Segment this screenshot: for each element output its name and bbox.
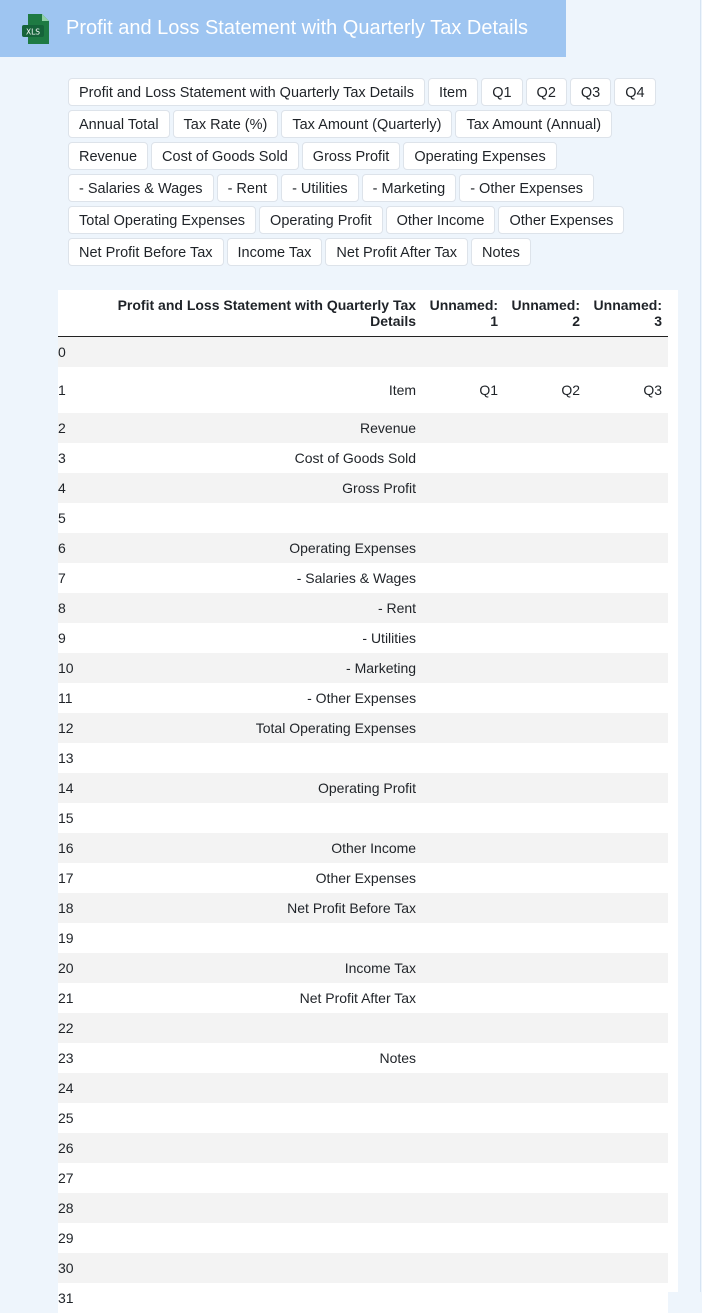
table-cell[interactable] [586,1073,668,1103]
table-cell[interactable] [422,683,504,713]
table-cell[interactable] [586,923,668,953]
row-index: 19 [58,923,74,953]
table-cell[interactable]: Operating Profit [74,773,422,803]
app-header [0,0,566,57]
table-cell[interactable] [504,563,586,593]
row-index: 30 [58,1253,74,1283]
table-row [58,1103,668,1133]
index-header [58,290,74,336]
table-row [58,623,668,653]
table-cell[interactable] [504,1253,586,1283]
row-index: 18 [58,893,74,923]
table-cell[interactable] [422,1193,504,1223]
table-cell[interactable] [504,623,586,653]
table-cell[interactable] [504,893,586,923]
table-cell[interactable] [504,533,586,563]
table-cell[interactable] [422,893,504,923]
table-cell[interactable] [586,443,668,473]
table-cell[interactable] [586,893,668,923]
table-row [58,833,668,863]
table-row [58,863,668,893]
table-cell[interactable] [586,1193,668,1223]
table-cell[interactable] [422,443,504,473]
table-cell[interactable] [504,336,586,367]
table-cell[interactable]: Q2 [504,367,586,413]
table-cell[interactable] [586,983,668,1013]
row-index: 13 [58,743,74,773]
data-table-viewport[interactable] [58,290,678,1306]
page-title: Profit and Loss Statement with Quarterly Tax Details [66,17,529,39]
table-cell[interactable] [504,1163,586,1193]
table-row [58,473,668,503]
column-header[interactable]: Unnamed: 1 [422,290,504,336]
row-index: 7 [58,563,74,593]
row-index: 28 [58,1193,74,1223]
table-cell[interactable]: Net Profit Before Tax [74,893,422,923]
table-cell[interactable] [586,833,668,863]
column-tag[interactable]: - Utilities [281,174,359,202]
table-row [58,653,668,683]
table-cell[interactable] [422,503,504,533]
table-cell[interactable] [422,593,504,623]
row-index: 21 [58,983,74,1013]
table-cell[interactable] [74,743,422,773]
table-cell[interactable] [422,863,504,893]
table-cell[interactable] [504,833,586,863]
table-cell[interactable] [422,413,504,443]
table-cell[interactable] [586,683,668,713]
row-index: 4 [58,473,74,503]
table-cell[interactable]: Other Income [74,833,422,863]
table-row [58,983,668,1013]
table-cell[interactable] [504,713,586,743]
table-cell[interactable] [422,833,504,863]
table-cell[interactable] [504,1193,586,1223]
table-cell[interactable] [422,1283,504,1313]
table-cell[interactable] [504,473,586,503]
table-row [58,563,668,593]
table-cell[interactable] [74,1223,422,1253]
column-tag[interactable]: Cost of Goods Sold [151,142,299,170]
column-tag[interactable]: Operating Profit [259,206,383,234]
table-row [58,1163,668,1193]
table-cell[interactable] [586,1133,668,1163]
table-row [58,593,668,623]
table-cell[interactable] [586,1223,668,1253]
table-cell[interactable] [74,1283,422,1313]
table-cell[interactable] [504,983,586,1013]
table-cell[interactable]: Revenue [74,413,422,443]
row-index: 2 [58,413,74,443]
table-cell[interactable] [504,503,586,533]
row-index: 15 [58,803,74,833]
table-cell[interactable] [504,773,586,803]
table-cell[interactable] [74,1103,422,1133]
column-tag[interactable]: Q4 [614,78,655,106]
table-cell[interactable] [422,1223,504,1253]
table-cell[interactable] [74,336,422,367]
table-row [58,683,668,713]
column-tag[interactable]: - Marketing [362,174,457,202]
row-index: 23 [58,1043,74,1073]
table-cell[interactable] [504,1043,586,1073]
table-cell[interactable] [422,336,504,367]
column-tag[interactable]: Q1 [481,78,522,106]
column-tag[interactable]: - Salaries & Wages [68,174,214,202]
table-cell[interactable] [422,653,504,683]
table-row [58,1013,668,1043]
table-row [58,533,668,563]
column-tag[interactable]: Operating Expenses [403,142,556,170]
table-cell[interactable]: Cost of Goods Sold [74,443,422,473]
table-cell[interactable] [74,1193,422,1223]
table-cell[interactable] [422,563,504,593]
row-index: 29 [58,1223,74,1253]
table-cell[interactable] [586,593,668,623]
table-cell[interactable] [586,503,668,533]
column-tag[interactable]: - Rent [217,174,279,202]
table-cell[interactable] [586,803,668,833]
table-cell[interactable]: - Rent [74,593,422,623]
row-index: 11 [58,683,74,713]
table-cell[interactable] [504,1223,586,1253]
table-cell[interactable] [504,593,586,623]
table-cell[interactable] [586,1013,668,1043]
table-cell[interactable] [504,1073,586,1103]
table-cell[interactable] [74,923,422,953]
table-row [58,773,668,803]
table-cell[interactable] [74,1163,422,1193]
table-cell[interactable] [586,563,668,593]
table-row [58,953,668,983]
table-cell[interactable] [422,533,504,563]
row-index: 8 [58,593,74,623]
table-cell[interactable] [504,1013,586,1043]
column-tag[interactable]: - Other Expenses [459,174,594,202]
table-cell[interactable]: - Marketing [74,653,422,683]
table-cell[interactable] [504,743,586,773]
table-cell[interactable] [74,1253,422,1283]
row-index: 10 [58,653,74,683]
column-tag[interactable]: Total Operating Expenses [68,206,256,234]
table-cell[interactable] [586,473,668,503]
table-row [58,923,668,953]
table-cell[interactable] [504,1283,586,1313]
row-index: 12 [58,713,74,743]
column-tag[interactable]: Net Profit After Tax [325,238,468,266]
table-cell[interactable]: - Utilities [74,623,422,653]
row-index: 6 [58,533,74,563]
table-cell[interactable] [504,803,586,833]
column-tag[interactable]: Income Tax [227,238,323,266]
table-cell[interactable] [422,1073,504,1103]
row-index: 25 [58,1103,74,1133]
table-cell[interactable] [504,653,586,683]
xls-icon-label: XLS [25,27,41,37]
table-cell[interactable]: Q3 [586,367,668,413]
table-cell[interactable] [586,336,668,367]
table-cell[interactable] [586,863,668,893]
table-row [58,1073,668,1103]
table-cell[interactable] [586,1043,668,1073]
table-row [58,336,668,367]
table-row [58,443,668,473]
xls-file-icon [21,13,51,45]
column-header[interactable]: Profit and Loss Statement with Quarterly Tax Details [74,290,422,336]
column-tag[interactable]: Tax Rate (%) [173,110,279,138]
row-index: 14 [58,773,74,803]
table-row [58,743,668,773]
table-cell[interactable] [74,1013,422,1043]
table-header-row [58,290,668,336]
column-tag[interactable]: Profit and Loss Statement with Quarterly Tax Details [68,78,425,106]
table-row [58,413,668,443]
column-tag-list [68,78,678,266]
row-index: 24 [58,1073,74,1103]
table-cell[interactable] [422,773,504,803]
row-index: 9 [58,623,74,653]
panel-border [700,0,701,1292]
table-cell[interactable] [74,1073,422,1103]
table-cell[interactable] [586,1163,668,1193]
column-tag[interactable]: Item [428,78,478,106]
table-row [58,893,668,923]
table-cell[interactable] [422,923,504,953]
table-cell[interactable] [422,1103,504,1133]
row-index: 1 [58,367,74,413]
table-cell[interactable] [586,653,668,683]
table-cell[interactable] [422,623,504,653]
table-cell[interactable] [504,443,586,473]
column-tag[interactable]: Tax Amount (Annual) [455,110,612,138]
row-index: 17 [58,863,74,893]
table-cell[interactable] [586,773,668,803]
table-cell[interactable]: Gross Profit [74,473,422,503]
column-tag[interactable]: Other Expenses [498,206,624,234]
table-cell[interactable]: Notes [74,1043,422,1073]
table-cell[interactable] [586,1253,668,1283]
table-cell[interactable]: - Other Expenses [74,683,422,713]
table-cell[interactable] [586,533,668,563]
table-cell[interactable]: Total Operating Expenses [74,713,422,743]
column-header[interactable]: Unnamed: 3 [586,290,668,336]
row-index: 20 [58,953,74,983]
table-cell[interactable] [422,1133,504,1163]
row-index: 31 [58,1283,74,1313]
table-row [58,803,668,833]
table-cell[interactable] [586,1103,668,1133]
table-cell[interactable]: Net Profit After Tax [74,983,422,1013]
table-cell[interactable]: Other Expenses [74,863,422,893]
data-table [58,290,668,1313]
table-row [58,367,668,413]
table-cell[interactable] [586,713,668,743]
column-tag[interactable]: Net Profit Before Tax [68,238,224,266]
table-cell[interactable] [422,953,504,983]
table-cell[interactable] [422,1043,504,1073]
column-tag[interactable]: Revenue [68,142,148,170]
table-row [58,1193,668,1223]
row-index: 27 [58,1163,74,1193]
table-cell[interactable] [422,983,504,1013]
column-tag[interactable]: Q3 [570,78,611,106]
table-row [58,1043,668,1073]
table-cell[interactable] [422,473,504,503]
table-cell[interactable] [74,503,422,533]
table-row [58,1253,668,1283]
table-cell[interactable] [586,743,668,773]
table-cell[interactable] [422,1253,504,1283]
table-row [58,1133,668,1163]
table-cell[interactable] [504,863,586,893]
row-index: 26 [58,1133,74,1163]
table-cell[interactable] [422,803,504,833]
table-cell[interactable] [586,413,668,443]
table-cell[interactable] [422,1163,504,1193]
row-index: 16 [58,833,74,863]
table-cell[interactable] [422,713,504,743]
table-cell[interactable] [586,953,668,983]
column-tag[interactable]: Notes [471,238,531,266]
column-tag[interactable]: Gross Profit [302,142,401,170]
column-tag[interactable]: Annual Total [68,110,170,138]
table-cell[interactable] [504,923,586,953]
table-cell[interactable] [586,1283,668,1313]
table-cell[interactable] [504,1133,586,1163]
table-cell[interactable]: Income Tax [74,953,422,983]
table-cell[interactable] [422,743,504,773]
table-cell[interactable] [504,1103,586,1133]
table-cell[interactable] [504,413,586,443]
table-row [58,1223,668,1253]
row-index: 0 [58,336,74,367]
table-cell[interactable] [74,803,422,833]
table-row [58,503,668,533]
table-cell[interactable]: Q1 [422,367,504,413]
table-cell[interactable] [504,953,586,983]
table-row [58,713,668,743]
table-cell[interactable]: Operating Expenses [74,533,422,563]
table-cell[interactable] [422,1013,504,1043]
table-cell[interactable]: - Salaries & Wages [74,563,422,593]
row-index: 22 [58,1013,74,1043]
table-cell[interactable]: Item [74,367,422,413]
row-index: 5 [58,503,74,533]
table-cell[interactable] [504,683,586,713]
row-index: 3 [58,443,74,473]
column-header[interactable]: Unnamed: 2 [504,290,586,336]
column-tag[interactable]: Other Income [386,206,496,234]
table-row [58,1283,668,1313]
table-cell[interactable] [586,623,668,653]
table-cell[interactable] [74,1133,422,1163]
column-tag[interactable]: Tax Amount (Quarterly) [281,110,452,138]
column-tag[interactable]: Q2 [526,78,567,106]
